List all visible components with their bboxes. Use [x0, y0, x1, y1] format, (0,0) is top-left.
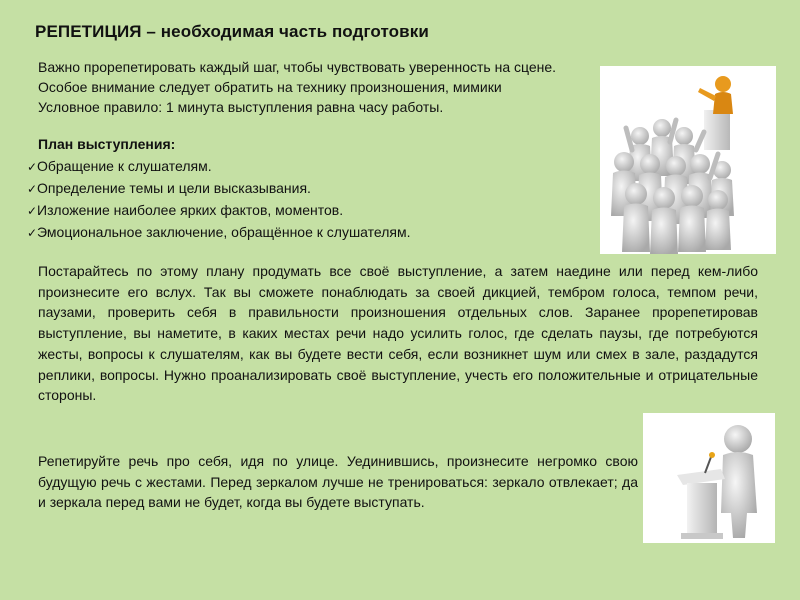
intro-text [38, 57, 698, 117]
list-item-text: Изложение наиболее ярких фактов, моментов. [37, 202, 344, 218]
intro-line: Условное правило: 1 минута выступления равна часу работы. [38, 99, 444, 115]
practice-paragraph: Репетируйте речь про себя, идя по улице. Уединившись, произнесите негромко свою будущую речь с жестами. Перед зеркалом лучше не тренироваться: зеркало отвлекает; да и зеркала перед вами не будет, когда вы будете выступать. [38, 453, 638, 511]
list-item-text: Определение темы и цели высказывания. [37, 180, 311, 196]
list-item-text: Эмоциональное заключение, обращённое к слушателям. [37, 224, 411, 240]
speaker-at-podium-illustration [643, 413, 775, 543]
check-icon: ✓ [27, 160, 38, 174]
list-item [27, 178, 411, 200]
intro-line: Особое внимание следует обратить на технику произношения, мимики [38, 79, 502, 95]
speaker-crowd-icon [600, 66, 776, 254]
intro-line: Важно прорепетировать каждый шаг, чтобы чувствовать уверенность на сцене. [38, 59, 557, 75]
list-item [27, 222, 411, 244]
check-icon: ✓ [27, 226, 38, 240]
list-item [27, 156, 411, 178]
plan-list [27, 156, 411, 244]
list-item-text: Обращение к слушателям. [37, 158, 212, 174]
rehearsal-paragraph: Постарайтесь по этому плану продумать все своё выступление, а затем наедине или перед кем-либо произнесите его вслух. Так вы сможете понаблюдать за своей дикцией, тембром голоса, темпом речи, паузами, проверить себя в правильности произношения отдельных слов. Заранее прорепетировав выступление, вы наметите, в каких местах речи надо усилить голос, где сделать паузы, где потребуются жесты, вопросы к слушателям, как вы будете вести себя, если возникнет шум или смех в зале, раздадутся реплики, вопросы. Нужно проанализировать своё выступление, учесть его положительные и отрицательные стороны. [38, 263, 758, 404]
check-icon: ✓ [27, 204, 38, 218]
list-item [27, 200, 411, 222]
check-icon: ✓ [27, 182, 38, 196]
plan-title: План выступления: [38, 136, 176, 152]
slide-title: РЕПЕТИЦИЯ – необходимая часть подготовки [35, 22, 429, 41]
podium-speaker-icon [643, 413, 775, 543]
speaker-with-crowd-illustration [600, 66, 776, 254]
